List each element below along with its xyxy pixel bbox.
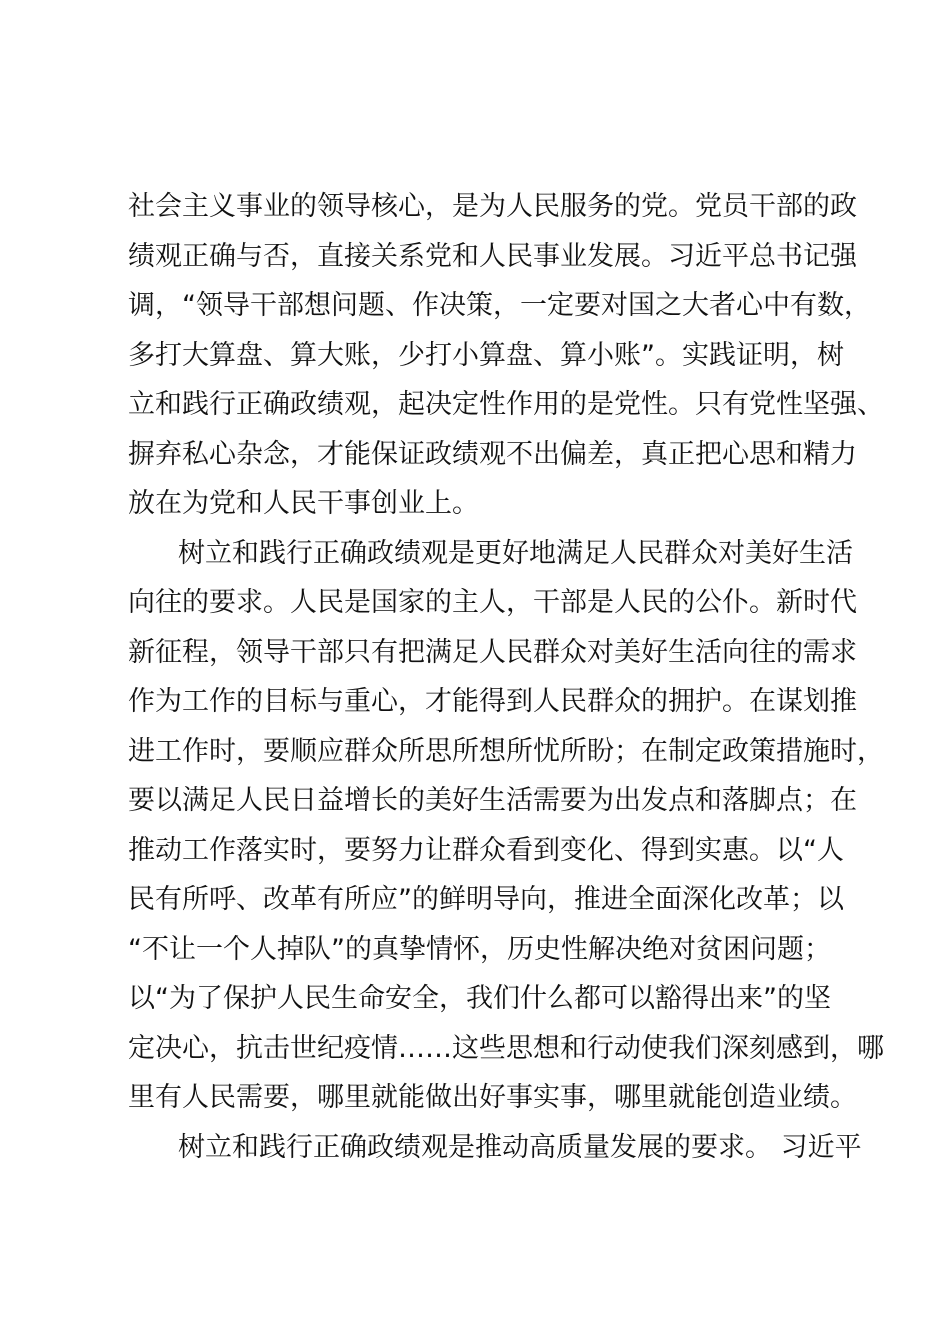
paragraph-start-line: 树立和践行正确政绩观是更好地满足人民群众对美好生活 bbox=[178, 537, 853, 569]
text-line: 立和践行正确政绩观，起决定性作用的是党性。只有党性坚强、 bbox=[128, 389, 884, 420]
text-line: 摒弃私心杂念，才能保证政绩观不出偏差，真正把心思和精力 bbox=[128, 438, 857, 470]
paragraph-start-line: 树立和践行正确政绩观是推动高质量发展的要求。 习近平 bbox=[178, 1131, 862, 1163]
text-line: 民有所呼、改革有所应”的鲜明导向，推进全面深化改革；以 bbox=[128, 884, 844, 915]
text-line: 作为工作的目标与重心，才能得到人民群众的拥护。在谋划推 bbox=[128, 686, 857, 717]
text-line: 多打大算盘、算大账，少打小算盘、算小账”。实践证明，树 bbox=[128, 339, 844, 371]
text-line: 以“为了保护人民生命安全，我们什么都可以豁得出来”的坚 bbox=[128, 983, 831, 1014]
text-line: 推动工作落实时，要努力让群众看到变化、得到实惠。以“人 bbox=[128, 834, 844, 866]
text-line: 社会主义事业的领导核心，是为人民服务的党。党员干部的政 bbox=[128, 191, 857, 222]
text-line: 要以满足人民日益增长的美好生活需要为出发点和落脚点；在 bbox=[128, 785, 857, 816]
text-line: 进工作时，要顺应群众所思所想所忧所盼；在制定政策措施时， bbox=[128, 735, 884, 767]
text-line: 放在为党和人民干事创业上。 bbox=[128, 488, 479, 519]
text-line: “不让一个人掉队”的真挚情怀，历史性解决绝对贫困问题； bbox=[128, 933, 831, 965]
text-line: 调，“领导干部想问题、作决策，一定要对国之大者心中有数， bbox=[128, 290, 871, 321]
text-line: 向往的要求。人民是国家的主人，干部是人民的公仆。新时代 bbox=[128, 587, 857, 618]
text-line: 绩观正确与否，直接关系党和人民事业发展。习近平总书记强 bbox=[128, 240, 857, 272]
text-line: 新征程，领导干部只有把满足人民群众对美好生活向往的需求 bbox=[128, 636, 857, 668]
text-line: 里有人民需要，哪里就能做出好事实事，哪里就能创造业绩。 bbox=[128, 1082, 857, 1113]
text-line: 定决心，抗击世纪疫情……这些思想和行动使我们深刻感到，哪 bbox=[128, 1032, 884, 1064]
body-text bbox=[128, 182, 884, 1172]
